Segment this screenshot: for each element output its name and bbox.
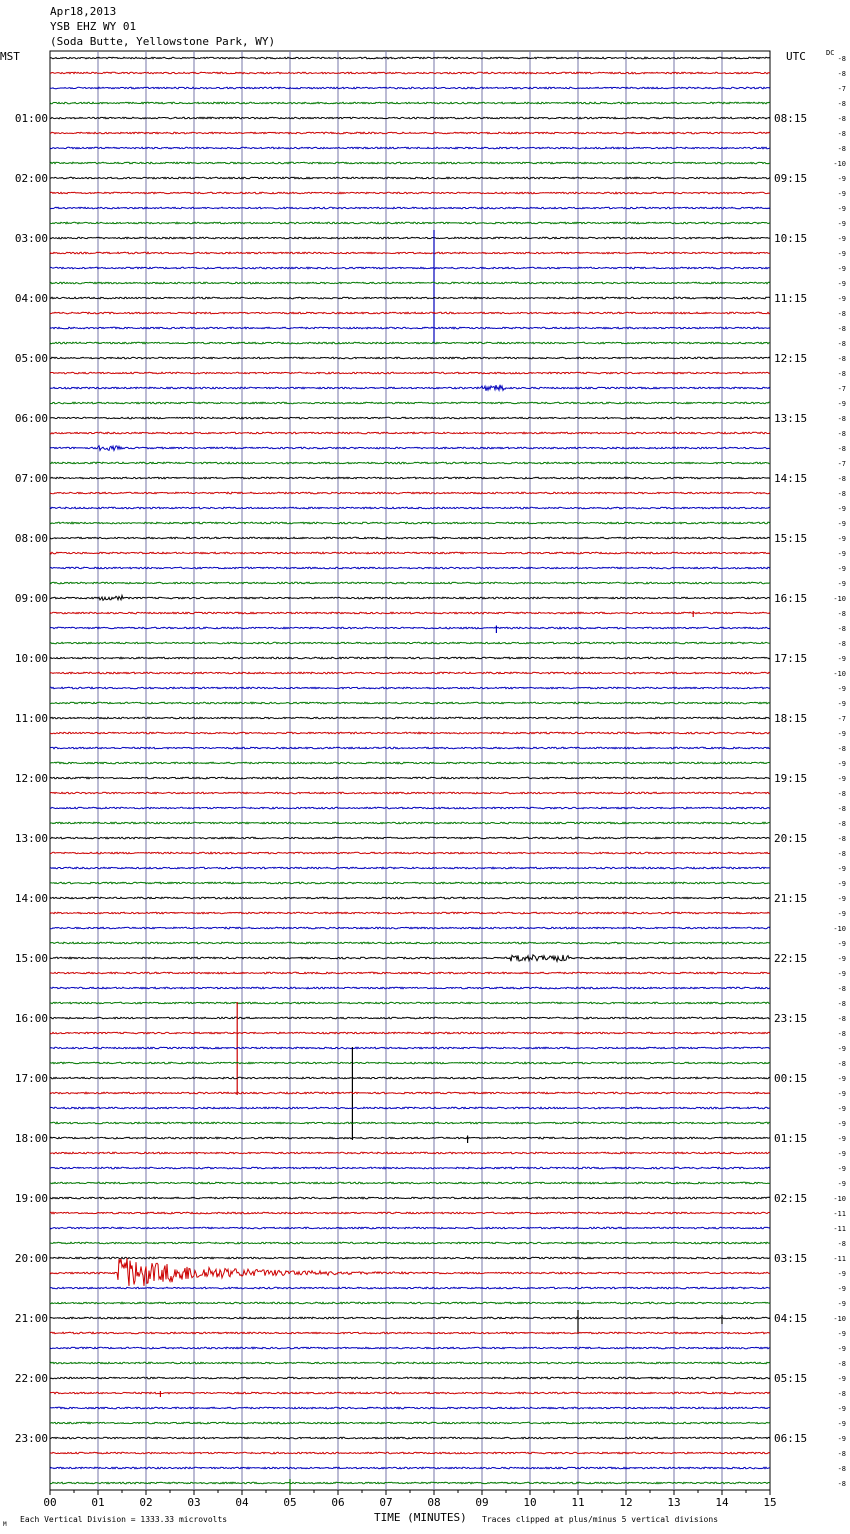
dc-offset-label: -9: [837, 190, 846, 198]
dc-offset-label: -9: [837, 1165, 846, 1173]
trace-row: [50, 867, 770, 869]
dc-offset-label: -8: [837, 130, 846, 138]
trace-row: [50, 927, 770, 929]
dc-offset-label: -9: [837, 685, 846, 693]
left-time-label: 05:00: [14, 352, 48, 365]
dc-offset-label: -8: [837, 490, 846, 498]
left-time-label: 16:00: [14, 1012, 48, 1025]
dc-offset-label: -9: [837, 730, 846, 738]
x-axis-title: TIME (MINUTES): [374, 1511, 467, 1524]
right-time-label: 06:15: [774, 1432, 808, 1445]
trace-row: [50, 132, 770, 134]
dc-offset-label: -9: [837, 1180, 846, 1188]
trace-row: [50, 972, 770, 974]
dc-offset-label: -10: [833, 925, 846, 933]
trace-row: [50, 1392, 770, 1394]
trace-row: [50, 522, 770, 524]
x-tick-label: 02: [139, 1496, 153, 1509]
trace-row: [50, 1122, 770, 1124]
left-axis-title: MST: [0, 50, 20, 63]
trace-row: [50, 1092, 770, 1094]
right-time-label: 02:15: [774, 1192, 808, 1205]
dc-offset-label: -10: [833, 160, 846, 168]
right-time-label: 01:15: [774, 1132, 808, 1145]
dc-offset-label: -8: [837, 1000, 846, 1008]
dc-offset-label: -9: [837, 565, 846, 573]
x-tick-label: 10: [523, 1496, 537, 1509]
trace-row: [50, 777, 770, 779]
dc-offset-label: -8: [837, 475, 846, 483]
right-time-label: 22:15: [774, 952, 808, 965]
trace-row: [50, 1257, 770, 1259]
trace-row: [50, 955, 770, 962]
trace-row: [50, 657, 770, 659]
right-time-label: 17:15: [774, 652, 808, 665]
trace-row: [50, 1107, 770, 1109]
trace-row: [50, 147, 770, 149]
trace-row: [50, 57, 770, 59]
trace-row: [50, 252, 770, 254]
dc-offset-label: -8: [837, 430, 846, 438]
dc-offset-label: -9: [837, 505, 846, 513]
x-tick-label: 01: [91, 1496, 105, 1509]
left-time-label: 04:00: [14, 292, 48, 305]
dc-offset-label: -8: [837, 835, 846, 843]
trace-row: [50, 612, 770, 614]
trace-row: [50, 717, 770, 719]
trace-row: [50, 492, 770, 494]
trace-row: [50, 1437, 770, 1439]
dc-offset-label: -8: [837, 1480, 846, 1488]
dc-offset-label: -9: [837, 865, 846, 873]
dc-offset-label: -7: [837, 460, 846, 468]
dc-offset-label: -9: [837, 265, 846, 273]
right-time-label: 12:15: [774, 352, 808, 365]
right-time-label: 04:15: [774, 1312, 808, 1325]
right-time-label: 03:15: [774, 1252, 808, 1265]
left-time-label: 06:00: [14, 412, 48, 425]
trace-row: [50, 627, 770, 629]
right-time-label: 19:15: [774, 772, 808, 785]
trace-row: [50, 1362, 770, 1364]
dc-offset-label: -10: [833, 670, 846, 678]
right-time-label: 16:15: [774, 592, 808, 605]
right-time-label: 11:15: [774, 292, 808, 305]
left-time-label: 15:00: [14, 952, 48, 965]
right-time-label: 13:15: [774, 412, 808, 425]
dc-offset-label: -9: [837, 175, 846, 183]
trace-row: [50, 1002, 770, 1004]
left-time-label: 03:00: [14, 232, 48, 245]
left-time-label: 20:00: [14, 1252, 48, 1265]
trace-row: [50, 672, 770, 674]
trace-row: [50, 747, 770, 749]
trace-row: [50, 567, 770, 569]
left-time-label: 10:00: [14, 652, 48, 665]
left-time-label: 13:00: [14, 832, 48, 845]
trace-row: [50, 177, 770, 179]
dc-offset-label: -9: [837, 1420, 846, 1428]
right-time-label: 15:15: [774, 532, 808, 545]
dc-offset-label: -9: [837, 1435, 846, 1443]
dc-offset-label: -9: [837, 550, 846, 558]
dc-offset-label: -8: [837, 415, 846, 423]
dc-offset-label: -8: [837, 1060, 846, 1068]
left-time-label: 12:00: [14, 772, 48, 785]
dc-offset-label: -8: [837, 310, 846, 318]
trace-row: [50, 446, 770, 451]
right-axis-title: UTC: [786, 50, 806, 63]
trace-row: [50, 1452, 770, 1454]
dc-offset-label: -8: [837, 1030, 846, 1038]
dc-offset-label: -9: [837, 880, 846, 888]
x-tick-label: 11: [571, 1496, 585, 1509]
dc-offset-label: -9: [837, 775, 846, 783]
dc-offset-label: -9: [837, 1120, 846, 1128]
left-time-label: 17:00: [14, 1072, 48, 1085]
trace-row: [50, 552, 770, 554]
dc-offset-label: -9: [837, 520, 846, 528]
dc-offset-label: -9: [837, 1075, 846, 1083]
right-time-label: 09:15: [774, 172, 808, 185]
x-tick-label: 07: [379, 1496, 393, 1509]
trace-row: [50, 162, 770, 164]
dc-offset-label: -8: [837, 745, 846, 753]
dc-offset-label: -9: [837, 1045, 846, 1053]
dc-offset-label: -8: [837, 70, 846, 78]
right-time-label: 08:15: [774, 112, 808, 125]
left-time-label: 11:00: [14, 712, 48, 725]
trace-row: [50, 207, 770, 209]
trace-row: [50, 372, 770, 374]
trace-row: [50, 1422, 770, 1424]
dc-offset-label: -8: [837, 1240, 846, 1248]
left-time-label: 19:00: [14, 1192, 48, 1205]
dc-offset-label: -9: [837, 535, 846, 543]
trace-row: [50, 1377, 770, 1379]
dc-offset-label: -8: [837, 55, 846, 63]
dc-offset-label: -8: [837, 985, 846, 993]
dc-offset-label: -9: [837, 700, 846, 708]
trace-row: [50, 1467, 770, 1469]
trace-row: [50, 687, 770, 689]
dc-offset-label: -10: [833, 1195, 846, 1203]
x-tick-label: 03: [187, 1496, 201, 1509]
trace-row: [50, 807, 770, 809]
dc-offset-label: -9: [837, 895, 846, 903]
trace-row: [50, 402, 770, 404]
dc-offset-label: -9: [837, 280, 846, 288]
dc-offset-label: -11: [833, 1210, 846, 1218]
trace-row: [50, 822, 770, 824]
dc-offset-label: -9: [837, 1285, 846, 1293]
x-tick-label: 00: [43, 1496, 57, 1509]
dc-offset-label: -7: [837, 715, 846, 723]
dc-offset-label: -9: [837, 1150, 846, 1158]
trace-row: [50, 837, 770, 839]
left-time-label: 07:00: [14, 472, 48, 485]
x-tick-label: 06: [331, 1496, 345, 1509]
trace-row: [50, 595, 770, 600]
trace-row: [50, 792, 770, 794]
trace-row: [50, 342, 770, 344]
dc-offset-label: -8: [837, 100, 846, 108]
dc-offset-label: -8: [837, 1390, 846, 1398]
right-time-label: 10:15: [774, 232, 808, 245]
trace-row: [50, 1332, 770, 1334]
dc-offset-label: -8: [837, 805, 846, 813]
dc-offset-label: -9: [837, 910, 846, 918]
x-tick-label: 14: [715, 1496, 729, 1509]
trace-row: [50, 1152, 770, 1154]
trace-row: [50, 762, 770, 764]
dc-offset-label: -8: [837, 610, 846, 618]
trace-row: [50, 462, 770, 464]
trace-row: [50, 357, 770, 359]
dc-offset-label: -9: [837, 580, 846, 588]
trace-row: [50, 1017, 770, 1019]
trace-row: [50, 417, 770, 419]
trace-row: [50, 1347, 770, 1349]
dc-offset-label: -9: [837, 400, 846, 408]
trace-row: [50, 912, 770, 914]
dc-offset-label: -8: [837, 790, 846, 798]
trace-row: [50, 1047, 770, 1049]
plot-frame: [50, 51, 770, 1490]
trace-row: [50, 1287, 770, 1289]
trace-row: [50, 1258, 770, 1286]
right-time-label: 18:15: [774, 712, 808, 725]
trace-row: [50, 312, 770, 314]
dc-offset-label: -8: [837, 115, 846, 123]
dc-offset-label: -9: [837, 235, 846, 243]
right-time-label: 00:15: [774, 1072, 808, 1085]
dc-offset-label: -8: [837, 145, 846, 153]
trace-row: [50, 282, 770, 284]
trace-row: [50, 987, 770, 989]
right-time-label: 20:15: [774, 832, 808, 845]
trace-row: [50, 1032, 770, 1034]
left-time-label: 01:00: [14, 112, 48, 125]
right-time-label: 14:15: [774, 472, 808, 485]
trace-row: [50, 1137, 770, 1139]
trace-row: [50, 1302, 770, 1304]
dc-offset-label: -9: [837, 1375, 846, 1383]
dc-offset-label: -7: [837, 85, 846, 93]
x-tick-label: 15: [763, 1496, 777, 1509]
trace-row: [50, 1062, 770, 1064]
dc-offset-label: -8: [837, 1450, 846, 1458]
trace-row: [50, 297, 770, 299]
dc-offset-label: -9: [837, 1135, 846, 1143]
dc-offset-label: -9: [837, 1105, 846, 1113]
dc-offset-label: -8: [837, 1015, 846, 1023]
dc-offset-label: -11: [833, 1255, 846, 1263]
trace-row: [50, 1182, 770, 1184]
trace-row: [50, 1197, 770, 1199]
dc-offset-label: -9: [837, 220, 846, 228]
right-time-label: 21:15: [774, 892, 808, 905]
trace-row: [50, 72, 770, 74]
left-time-label: 09:00: [14, 592, 48, 605]
dc-offset-label: -8: [837, 325, 846, 333]
dc-offset-label: -8: [837, 640, 846, 648]
dc-offset-label: -8: [837, 625, 846, 633]
x-tick-label: 13: [667, 1496, 681, 1509]
trace-row: [50, 852, 770, 854]
dc-offset-label: -9: [837, 970, 846, 978]
footer-corner-mark: M: [3, 1521, 7, 1528]
trace-row: [50, 537, 770, 539]
dc-offset-label: -8: [837, 340, 846, 348]
dc-offset-label: -9: [837, 655, 846, 663]
trace-row: [50, 642, 770, 644]
right-time-label: 05:15: [774, 1372, 808, 1385]
x-tick-label: 05: [283, 1496, 297, 1509]
trace-row: [50, 432, 770, 434]
x-tick-label: 08: [427, 1496, 441, 1509]
trace-row: [50, 1317, 770, 1319]
trace-row: [50, 222, 770, 224]
trace-row: [50, 1227, 770, 1229]
trace-row: [50, 1407, 770, 1409]
trace-row: [50, 702, 770, 704]
location-label: (Soda Butte, Yellowstone Park, WY): [50, 35, 276, 48]
left-time-label: 02:00: [14, 172, 48, 185]
dc-offset-label: -9: [837, 205, 846, 213]
footer-scale-note: Each Vertical Division = 1333.33 microvolts: [20, 1515, 228, 1524]
dc-offset-label: -8: [837, 850, 846, 858]
dc-offset-label: -7: [837, 385, 846, 393]
dc-offset-label: -9: [837, 1090, 846, 1098]
dc-offset-label: -8: [837, 820, 846, 828]
left-time-label: 21:00: [14, 1312, 48, 1325]
dc-offset-label: -8: [837, 1465, 846, 1473]
dc-offset-label: -9: [837, 1270, 846, 1278]
x-tick-label: 12: [619, 1496, 633, 1509]
trace-row: [50, 102, 770, 104]
dc-offset-label: -9: [837, 1405, 846, 1413]
trace-row: [50, 1212, 770, 1214]
dc-offset-label: -9: [837, 940, 846, 948]
date-label: Apr18,2013: [50, 5, 117, 18]
left-time-label: 14:00: [14, 892, 48, 905]
dc-offset-label: -10: [833, 595, 846, 603]
right-time-label: 23:15: [774, 1012, 808, 1025]
x-tick-label: 04: [235, 1496, 249, 1509]
trace-row: [50, 882, 770, 884]
station-label: YSB EHZ WY 01: [50, 20, 137, 33]
footer-clip-note: Traces clipped at plus/minus 5 vertical divisions: [482, 1515, 719, 1524]
dc-offset-label: -8: [837, 355, 846, 363]
x-tick-label: 09: [475, 1496, 489, 1509]
dc-offset-label: -8: [837, 370, 846, 378]
trace-row: [50, 582, 770, 584]
trace-row: [50, 87, 770, 89]
trace-row: [50, 327, 770, 329]
left-time-label: 18:00: [14, 1132, 48, 1145]
dc-offset-label: -9: [837, 250, 846, 258]
dc-offset-label: -8: [837, 445, 846, 453]
trace-row: [50, 1167, 770, 1169]
trace-row: [50, 1242, 770, 1244]
trace-row: [50, 1077, 770, 1079]
trace-row: [50, 1482, 770, 1484]
trace-row: [50, 237, 770, 239]
trace-row: [50, 192, 770, 194]
trace-row: [50, 385, 770, 391]
trace-row: [50, 732, 770, 734]
trace-row: [50, 897, 770, 899]
dc-offset-label: -9: [837, 760, 846, 768]
trace-row: [50, 117, 770, 119]
dc-offset-label: -10: [833, 1315, 846, 1323]
dc-offset-label: -8: [837, 1360, 846, 1368]
dc-offset-label: -9: [837, 295, 846, 303]
dc-offset-label: -11: [833, 1225, 846, 1233]
dc-offset-label: -9: [837, 955, 846, 963]
left-time-label: 23:00: [14, 1432, 48, 1445]
dc-offset-label: -9: [837, 1345, 846, 1353]
left-time-label: 22:00: [14, 1372, 48, 1385]
trace-row: [50, 942, 770, 944]
trace-row: [50, 267, 770, 269]
dc-label: DC: [826, 49, 835, 57]
trace-row: [50, 477, 770, 479]
left-time-label: 08:00: [14, 532, 48, 545]
trace-row: [50, 507, 770, 509]
dc-offset-label: -9: [837, 1300, 846, 1308]
dc-offset-label: -9: [837, 1330, 846, 1338]
